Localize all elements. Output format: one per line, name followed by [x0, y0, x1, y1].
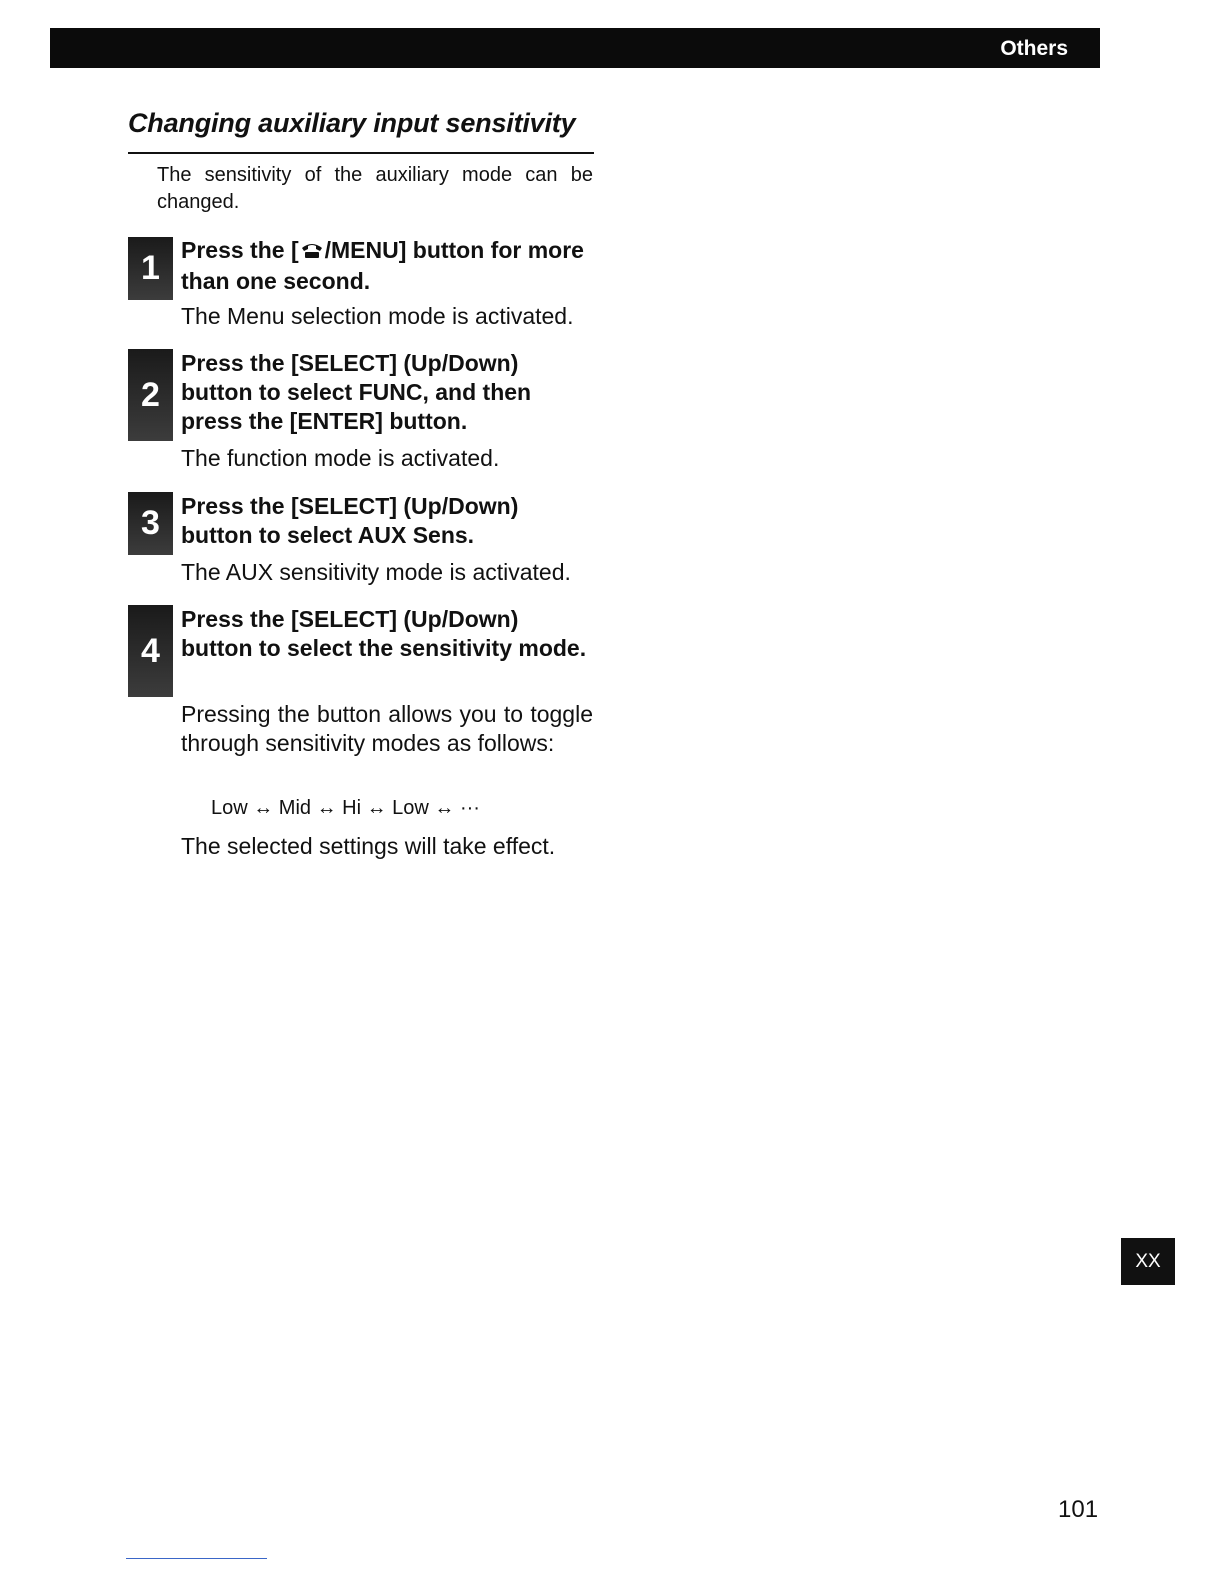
- step-1-result: The Menu selection mode is activated.: [181, 303, 574, 329]
- step-3-badge: 3: [128, 492, 173, 555]
- page-number: 101: [1058, 1496, 1099, 1523]
- chapter-tab: XX: [1121, 1238, 1175, 1285]
- step-4-result: Pressing the button allows you to toggle through sensitivity modes as follows:: [181, 701, 593, 756]
- phone-icon: [300, 238, 324, 267]
- step-2-result: The function mode is activated.: [181, 445, 500, 471]
- intro-text: The sensitivity of the auxiliary mode can be changed.: [157, 164, 593, 213]
- step-4-note: The selected settings will take effect.: [181, 833, 556, 859]
- step-4-badge: 4: [128, 605, 173, 697]
- step-3-instruction: Press the [SELECT] (Up/Down) button to select AUX Sens.: [181, 493, 519, 548]
- title-underline: [128, 152, 594, 154]
- step-4-instruction: Press the [SELECT] (Up/Down) button to select the sensitivity mode.: [181, 606, 587, 661]
- step-1-instruction: Press the [ /MENU] button for more than one second.: [181, 237, 584, 294]
- step-2-instruction: Press the [SELECT] (Up/Down) button to select FUNC, and then press the [ENTER] button.: [181, 350, 532, 434]
- section-label: Others: [1000, 37, 1068, 60]
- sensitivity-cycle: Low ↔ Mid ↔ Hi ↔ Low ↔ ···: [211, 797, 480, 819]
- step-3-result: The AUX sensitivity mode is activated.: [181, 559, 571, 585]
- footer-rule: [126, 1558, 267, 1559]
- step-1-badge: 1: [128, 237, 173, 300]
- header-bar: [50, 28, 1100, 68]
- step-2-badge: 2: [128, 349, 173, 441]
- page-title: Changing auxiliary input sensitivity: [128, 108, 576, 138]
